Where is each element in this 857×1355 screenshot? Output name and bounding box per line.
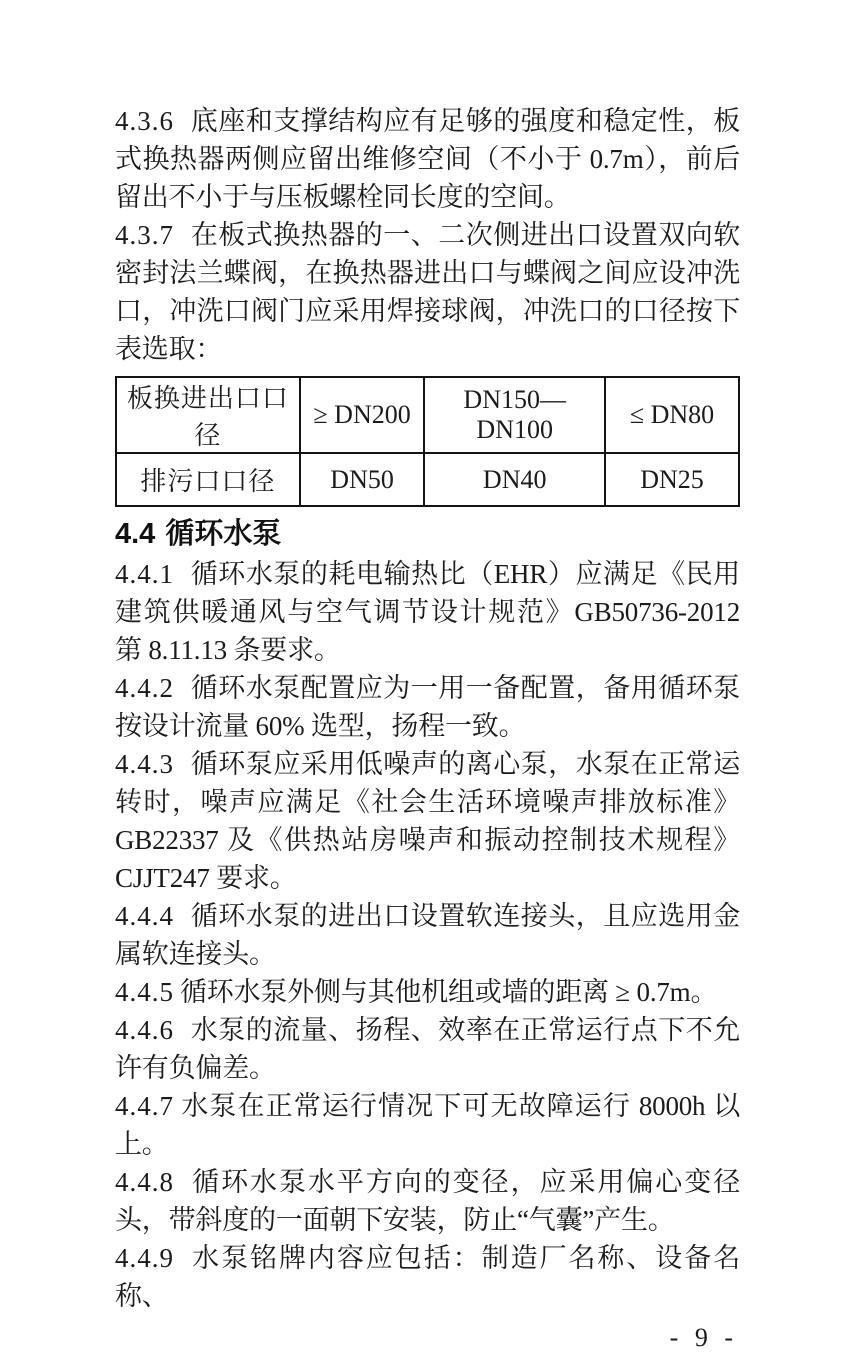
clause-4-3-6 [115, 102, 740, 216]
table-row-inlet-outlet [116, 377, 739, 453]
clause-4-4-5 [115, 973, 740, 1011]
clause-text: 循环水泵外侧与其他机组或墙的距离 ≥ 0.7m。 [180, 977, 718, 1007]
clause-text: 循环泵应采用低噪声的离心泵，水泵在正常运转时，噪声应满足《社会生活环境噪声排放标准》GB22337 及《供热站房噪声和振动控制技术规程》CJJT247 要求。 [115, 749, 740, 893]
spec-table [115, 376, 740, 507]
clause-4-4-2 [115, 669, 740, 745]
clause-4-4-8 [115, 1163, 740, 1239]
clause-number: 4.4.9 [115, 1243, 174, 1273]
clause-4-4-3 [115, 745, 740, 897]
table-cell: ≤ DN80 [605, 377, 739, 453]
clause-text: 水泵在正常运行情况下可无故障运行 8000h 以上。 [115, 1091, 740, 1159]
clause-text: 循环水泵配置应为一用一备配置，备用循环泵按设计流量 60% 选型，扬程一致。 [115, 673, 740, 741]
clause-text: 循环水泵的进出口设置软连接头，且应选用金属软连接头。 [115, 901, 740, 969]
clause-number: 4.4.7 [115, 1091, 174, 1121]
clause-4-4-6 [115, 1011, 740, 1087]
table-cell-row-label: 排污口口径 [116, 453, 300, 506]
table-cell-row-label: 板换进出口口径 [116, 377, 300, 453]
clause-4-4-7 [115, 1087, 740, 1163]
clause-number: 4.4.1 [115, 559, 174, 589]
page-number: - 9 - [669, 1323, 738, 1352]
clause-number: 4.4.3 [115, 749, 174, 779]
clause-number: 4.3.6 [115, 106, 174, 136]
table-cell: ≥ DN200 [300, 377, 425, 453]
clause-4-4-4 [115, 897, 740, 973]
clause-text: 底座和支撑结构应有足够的强度和稳定性，板式换热器两侧应留出维修空间（不小于 0.7m），前后留出不小于与压板螺栓同长度的空间。 [115, 106, 740, 212]
clause-text: 水泵的流量、扬程、效率在正常运行点下不允许有负偏差。 [115, 1015, 740, 1083]
table-cell: DN150—DN100 [424, 377, 605, 453]
clause-number: 4.3.7 [115, 220, 174, 250]
clause-number: 4.4.8 [115, 1167, 174, 1197]
clause-number: 4.4.2 [115, 673, 174, 703]
clause-number: 4.4.4 [115, 901, 174, 931]
clause-text: 循环水泵的耗电输热比（EHR）应满足《民用建筑供暖通风与空气调节设计规范》GB50736-2012 第 8.11.13 条要求。 [115, 559, 740, 665]
table-cell: DN40 [424, 453, 605, 506]
table-row-drain [116, 453, 739, 506]
clause-number: 4.4.5 [115, 977, 174, 1007]
table-cell: DN50 [300, 453, 425, 506]
clause-number: 4.4.6 [115, 1015, 174, 1045]
clause-4-4-1 [115, 555, 740, 669]
section-heading-4-4 [115, 515, 740, 553]
clause-4-4-9 [115, 1239, 740, 1315]
clause-text: 循环水泵水平方向的变径，应采用偏心变径头，带斜度的一面朝下安装，防止“气囊”产生。 [115, 1167, 740, 1235]
clause-text: 在板式换热器的一、二次侧进出口设置双向软密封法兰蝶阀，在换热器进出口与蝶阀之间应设冲洗口，冲洗口阀门应采用焊接球阀，冲洗口的口径按下表选取： [115, 220, 740, 364]
clause-text: 水泵铭牌内容应包括：制造厂名称、设备名称、 [115, 1243, 740, 1311]
section-number: 4.4 [115, 518, 156, 550]
clause-4-3-7 [115, 216, 740, 368]
table-cell: DN25 [605, 453, 739, 506]
section-title: 循环水泵 [165, 518, 282, 550]
